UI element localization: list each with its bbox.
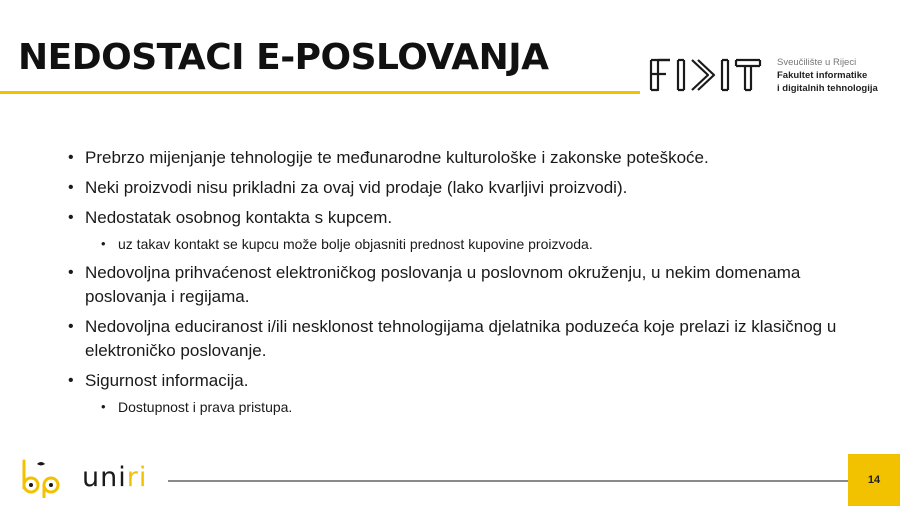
bullet-text: Neki proizvodi nisu prikladni za ovaj vid prodaje (lako kvarljivi proizvodi). [85,178,628,197]
sub-bullet-text: uz takav kontakt se kupcu može bolje objasniti prednost kupovine proizvoda. [118,236,593,252]
fidit-logo [648,55,764,95]
bullet-text: Prebrzo mijenjanje tehnologije te međunarodne kulturološke i zakonske poteškoće. [85,148,709,167]
uniri-wordmark-uni: uni [82,462,127,493]
bullet-item [68,146,838,170]
page-number: 14 [867,474,881,486]
slide-title: NEDOSTACI E-POSLOVANJA [18,37,549,78]
bullet-text: Nedovoljna educiranost i/ili nesklonost tehnologijama djelatnika poduzeća koje prelazi iz klasičnog u elektroničko poslovanje. [85,317,837,360]
bullet-text: Nedostatak osobnog kontakta s kupcem. [85,208,393,227]
bullet-content [68,146,838,424]
sub-bullet-item [101,396,838,418]
bullet-text: Nedovoljna prihvaćenost elektroničkog poslovanja u poslovnom okruženju, u nekim domenama poslovanja i regijama. [85,263,801,306]
footer-rule [168,480,848,482]
bullet-item [68,315,838,363]
faculty-name-line2: i digitalnih tehnologija [777,83,878,94]
bullet-text: Sigurnost informacija. [85,371,249,390]
sub-bullet-item [101,233,838,255]
bullet-item [68,369,838,418]
uniri-mascot-icon [20,458,64,498]
institution-block [777,56,878,95]
page-number-badge [848,454,900,506]
uniri-wordmark-ri: ri [126,462,148,493]
sub-bullet-list [85,233,838,255]
bullet-list [68,146,838,418]
sub-bullet-list [85,396,838,418]
title-underline [0,91,640,94]
bullet-item [68,176,838,200]
bullet-item [68,261,838,309]
faculty-name-line1: Fakultet informatike [777,70,868,81]
bullet-item [68,206,838,255]
university-name: Sveučilište u Rijeci [777,57,857,68]
sub-bullet-text: Dostupnost i prava pristupa. [118,399,293,415]
uniri-wordmark [82,462,147,494]
